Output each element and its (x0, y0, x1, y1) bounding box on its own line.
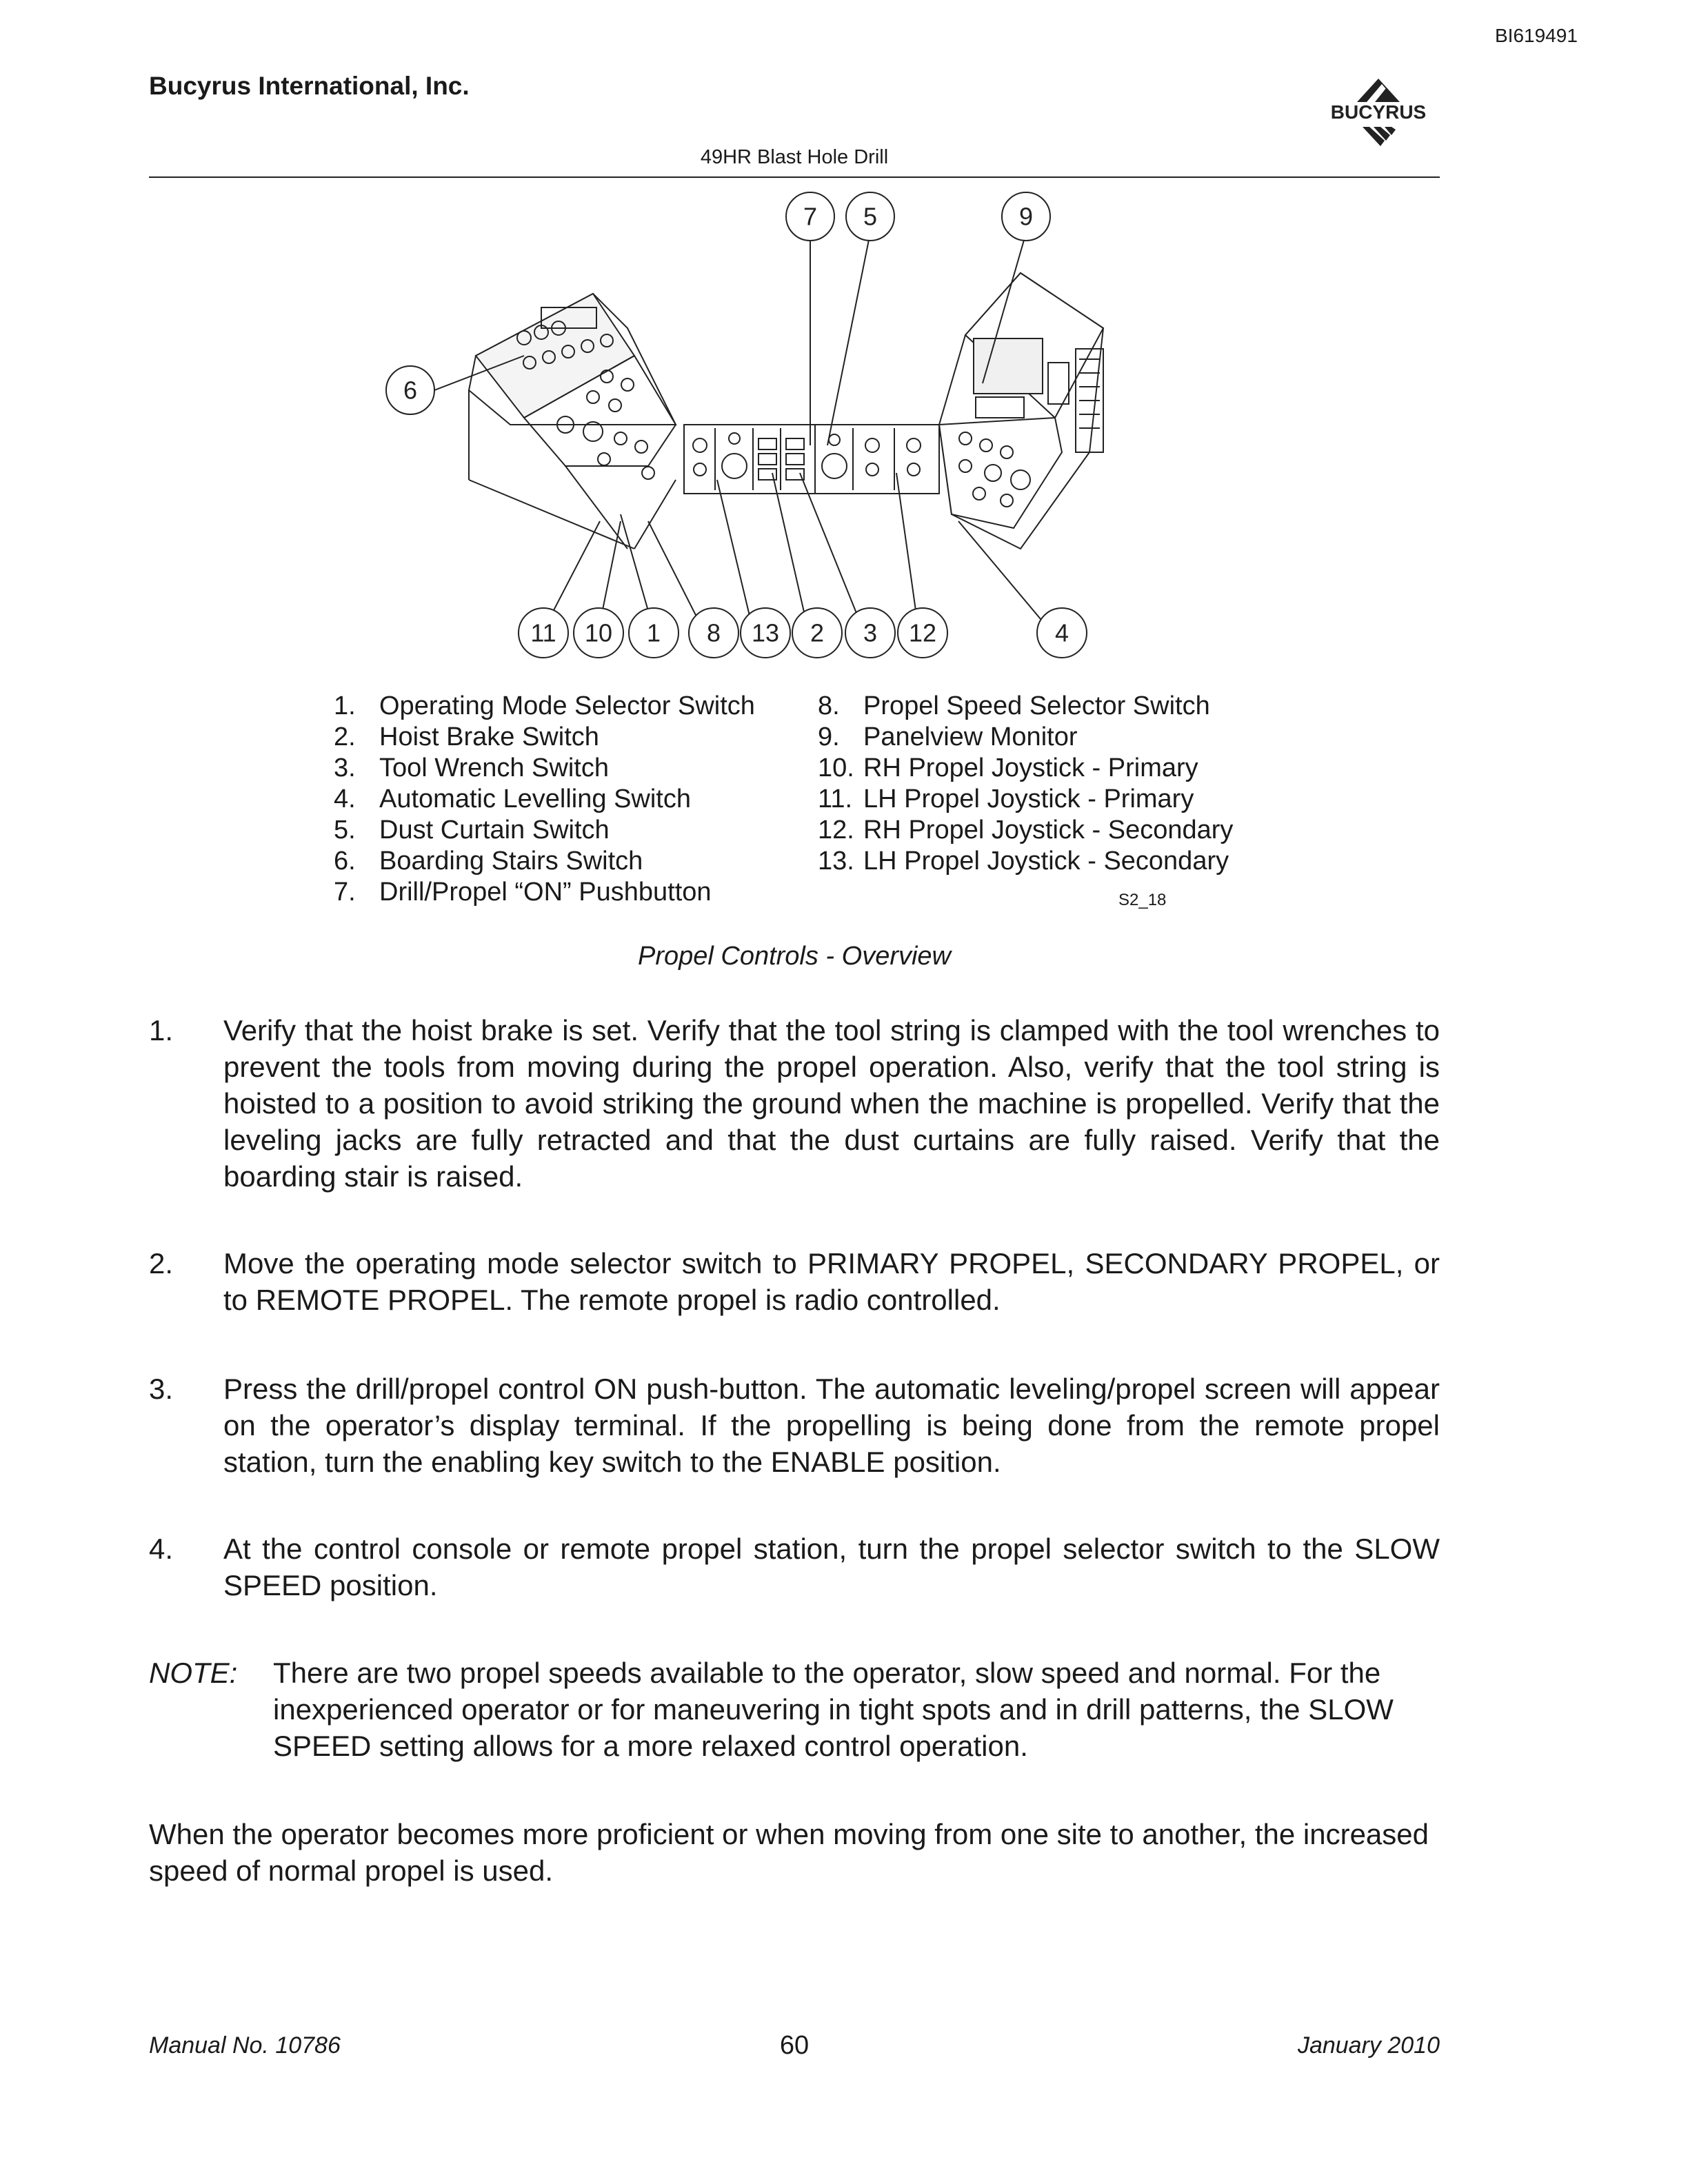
step-number: 1. (149, 1014, 174, 1046)
callout-7 (786, 192, 834, 241)
svg-text:8: 8 (706, 618, 721, 647)
svg-text:2: 2 (810, 618, 825, 647)
document-id: BI619491 (1495, 25, 1578, 46)
propel-controls-diagram (359, 190, 1131, 666)
footer-manual-number: Manual No. 10786 (149, 2032, 341, 2059)
legend-label: Drill/Propel “ON” Pushbutton (379, 878, 712, 907)
legend-item (818, 691, 1233, 722)
legend-item (334, 784, 755, 815)
legend-item (818, 815, 1233, 846)
procedure-step (149, 1530, 1440, 1604)
legend-number: 5. (334, 816, 356, 845)
footer-page-number: 60 (779, 2031, 810, 2060)
legend-left (334, 691, 755, 908)
legend-right (818, 691, 1233, 877)
legend-item (818, 846, 1233, 877)
legend-number: 8. (818, 691, 840, 720)
callout-10 (574, 608, 623, 658)
note-text: There are two propel speeds available to the operator, slow speed and normal. For the inexperienced operator or for maneuvering in tight spots and in drill patterns, the SLOW SPEED setting allows for a more relaxed control operation. (273, 1657, 1394, 1762)
callout-8 (689, 608, 738, 658)
legend-item (334, 877, 755, 908)
legend-number: 7. (334, 878, 356, 907)
callout-9 (1002, 192, 1050, 241)
legend-item (818, 753, 1233, 784)
company-name: Bucyrus International, Inc. (149, 72, 470, 100)
legend-item (818, 784, 1233, 815)
legend-number: 1. (334, 691, 356, 720)
bucyrus-logo (1314, 69, 1443, 152)
legend-label: Boarding Stairs Switch (379, 847, 643, 876)
legend-number: 12. (818, 816, 854, 845)
note-label: NOTE: (149, 1657, 238, 1689)
legend-label: Dust Curtain Switch (379, 816, 610, 845)
callout-4 (1037, 608, 1087, 658)
svg-text:11: 11 (530, 618, 556, 647)
step-number: 2. (149, 1247, 174, 1280)
step-text: Press the drill/propel control ON push-button. The automatic leveling/propel screen will appear on the operator’s display terminal. If the propelling is being done from the remote propel station, turn the enabling key switch to the ENABLE position. (223, 1373, 1440, 1478)
footer-date: January 2010 (1297, 2032, 1440, 2059)
legend-label: Propel Speed Selector Switch (863, 691, 1210, 720)
legend-label: Panelview Monitor (863, 722, 1078, 751)
legend-label: Automatic Levelling Switch (379, 785, 691, 813)
figure-caption: Propel Controls - Overview (637, 942, 952, 971)
legend-label: LH Propel Joystick - Secondary (863, 847, 1229, 876)
callout-12 (898, 608, 947, 658)
legend-number: 10. (818, 754, 854, 782)
legend-item (334, 753, 755, 784)
svg-text:3: 3 (863, 618, 878, 647)
legend-item (334, 846, 755, 877)
svg-text:10: 10 (584, 618, 613, 647)
callout-6 (386, 366, 434, 414)
svg-text:6: 6 (403, 376, 418, 405)
note-block (149, 1655, 1440, 1764)
callout-5 (846, 192, 894, 241)
step-text: Verify that the hoist brake is set. Verify that the tool string is clamped with the tool wrenches to prevent the tools from moving during the propel operation. Also, verify that the tool string is hoisted to a position to avoid striking the ground when the machine is propelled. Verify that the leveling jacks are fully retracted and that the dust curtains are fully raised. Verify that the boarding stair is raised. (223, 1014, 1440, 1193)
svg-text:4: 4 (1054, 618, 1069, 647)
legend-item (334, 691, 755, 722)
step-number: 3. (149, 1373, 174, 1405)
procedure-step (149, 1012, 1440, 1195)
callout-13 (741, 608, 790, 658)
legend-number: 2. (334, 722, 356, 751)
step-number: 4. (149, 1533, 174, 1565)
step-text: Move the operating mode selector switch to PRIMARY PROPEL, SECONDARY PROPEL, or to REMOTE PROPEL. The remote propel is radio controlled. (223, 1247, 1440, 1316)
legend-label: Hoist Brake Switch (379, 722, 599, 751)
legend-label: LH Propel Joystick - Primary (863, 785, 1194, 813)
callout-1 (629, 608, 679, 658)
legend-label: Tool Wrench Switch (379, 754, 609, 782)
legend-number: 11. (818, 785, 853, 813)
svg-text:12: 12 (908, 618, 937, 647)
legend-number: 13. (818, 847, 854, 876)
svg-text:13: 13 (751, 618, 780, 647)
legend-label: RH Propel Joystick - Primary (863, 754, 1198, 782)
legend-item (334, 815, 755, 846)
callout-3 (845, 608, 895, 658)
legend-label: Operating Mode Selector Switch (379, 691, 755, 720)
logo-text: BUCYRUS (1330, 101, 1427, 123)
legend-number: 6. (334, 847, 356, 876)
procedure-step (149, 1245, 1440, 1318)
svg-text:5: 5 (863, 202, 878, 231)
legend-label: RH Propel Joystick - Secondary (863, 816, 1234, 845)
legend-number: 9. (818, 722, 840, 751)
body-paragraph: When the operator becomes more proficient or when moving from one site to another, the increased speed of normal propel is used. (149, 1818, 1429, 1887)
legend-item (818, 722, 1233, 753)
svg-text:1: 1 (646, 618, 661, 647)
svg-text:9: 9 (1018, 202, 1034, 231)
legend-number: 4. (334, 785, 356, 813)
legend-number: 3. (334, 754, 356, 782)
legend-item (334, 722, 755, 753)
step-text: At the control console or remote propel station, turn the propel selector switch to the SLOW SPEED position. (223, 1533, 1440, 1601)
figure-code: S2_18 (1118, 891, 1167, 909)
callout-2 (792, 608, 842, 658)
procedure-step (149, 1371, 1440, 1480)
svg-text:7: 7 (803, 202, 818, 231)
callout-11 (519, 608, 568, 658)
document-title: 49HR Blast Hole Drill (700, 146, 889, 168)
header-divider (149, 176, 1440, 178)
